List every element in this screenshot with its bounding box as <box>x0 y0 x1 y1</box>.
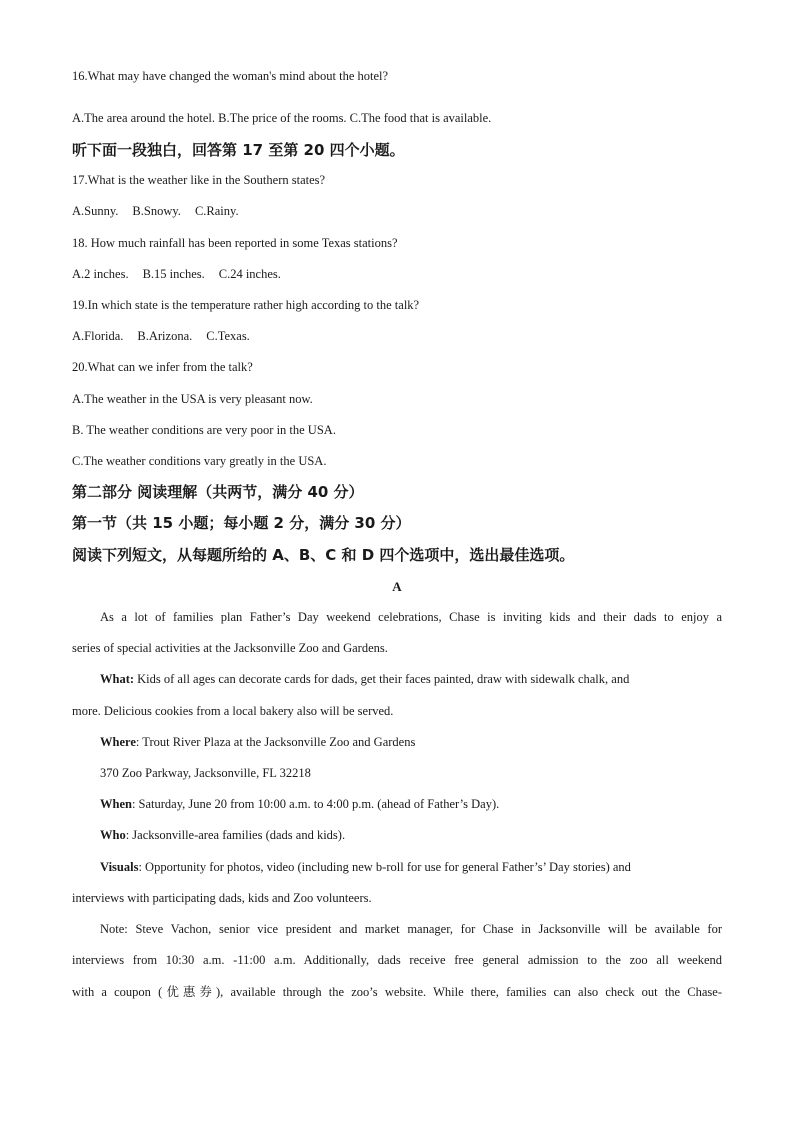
option-a: A.Florida. <box>72 329 124 343</box>
visuals-label: Visuals <box>100 860 139 874</box>
who-line <box>100 827 722 843</box>
visuals-line-2: interviews with participating dads, kids and Zoo volunteers. <box>72 891 372 905</box>
question-16: 16.What may have changed the woman's mind about the hotel? <box>72 69 389 83</box>
what-line-2: more. Delicious cookies from a local bakery also will be served. <box>72 704 394 718</box>
where-text: : Trout River Plaza at the Jacksonville Zoo and Gardens <box>135 735 416 749</box>
question-20-option-a: A.The weather in the USA is very pleasant now. <box>72 392 313 406</box>
option-b: B.Arizona. <box>137 329 193 343</box>
question-17-options <box>72 203 722 219</box>
what-label: What: <box>100 672 135 686</box>
question-19: 19.In which state is the temperature rather high according to the talk? <box>72 298 420 312</box>
address-line: 370 Zoo Parkway, Jacksonville, FL 32218 <box>100 766 311 780</box>
option-c: C.Texas. <box>206 329 250 343</box>
when-text: : Saturday, June 20 from 10:00 a.m. to 4:00 p.m. (ahead of Father’s Day). <box>131 797 500 811</box>
question-20-option-b: B. The weather conditions are very poor in the USA. <box>72 423 336 437</box>
paragraph-1-line-1: As a lot of families plan Father’s Day weekend celebrations, Chase is inviting kids and their dads to enjoy a <box>100 610 722 624</box>
note-line-2: interviews from 10:30 a.m. -11:00 a.m. Additionally, dads receive free general admission to the zoo all weekend <box>72 953 722 967</box>
question-17: 17.What is the weather like in the Southern states? <box>72 173 326 187</box>
who-text: : Jacksonville-area families (dads and kids). <box>125 828 346 842</box>
reading-instruction: 阅读下列短文，从每题所给的 A、B、C 和 D 四个选项中，选出最佳选项。 <box>72 546 575 564</box>
what-text: Kids of all ages can decorate cards for dads, get their faces painted, draw with sidewalk chalk, and <box>134 672 630 686</box>
option-a: A.Sunny. <box>72 204 119 218</box>
option-a: A.2 inches. <box>72 267 129 281</box>
who-label: Who <box>100 828 126 842</box>
question-20-option-c: C.The weather conditions vary greatly in the USA. <box>72 454 327 468</box>
passage-label: A <box>392 579 402 594</box>
visuals-line-1 <box>100 859 722 875</box>
section-title: 第一节（共 15 小题；每小题 2 分，满分 30 分） <box>72 514 411 532</box>
what-line-1 <box>100 671 722 687</box>
visuals-text: : Opportunity for photos, video (including new b-roll for use for general Father’s’ Day stories) and <box>138 860 631 874</box>
option-c: C.24 inches. <box>218 267 281 281</box>
question-18: 18. How much rainfall has been reported in some Texas stations? <box>72 236 398 250</box>
part-title: 第二部分 阅读理解（共两节，满分 40 分） <box>72 483 364 501</box>
option-c: C.Rainy. <box>194 204 239 218</box>
question-20: 20.What can we infer from the talk? <box>72 360 253 374</box>
question-19-options <box>72 328 722 344</box>
option-b: B.Snowy. <box>132 204 181 218</box>
paragraph-1-line-2: series of special activities at the Jacksonville Zoo and Gardens. <box>72 641 388 655</box>
question-16-options: A.The area around the hotel. B.The price of the rooms. C.The food that is available. <box>72 111 492 125</box>
question-18-options <box>72 266 722 282</box>
monologue-instruction: 听下面一段独白，回答第 17 至第 20 四个小题。 <box>72 141 405 159</box>
option-b: B.15 inches. <box>142 267 205 281</box>
note-line-1: Note: Steve Vachon, senior vice president and market manager, for Chase in Jacksonville will be available for <box>100 922 722 936</box>
when-line <box>100 796 722 812</box>
note-line-3: with a coupon (优惠券), available through the zoo’s website. While there, families can also check out the Chase- <box>72 985 722 999</box>
when-label: When <box>100 797 132 811</box>
where-label: Where <box>100 735 136 749</box>
where-line <box>100 734 722 750</box>
